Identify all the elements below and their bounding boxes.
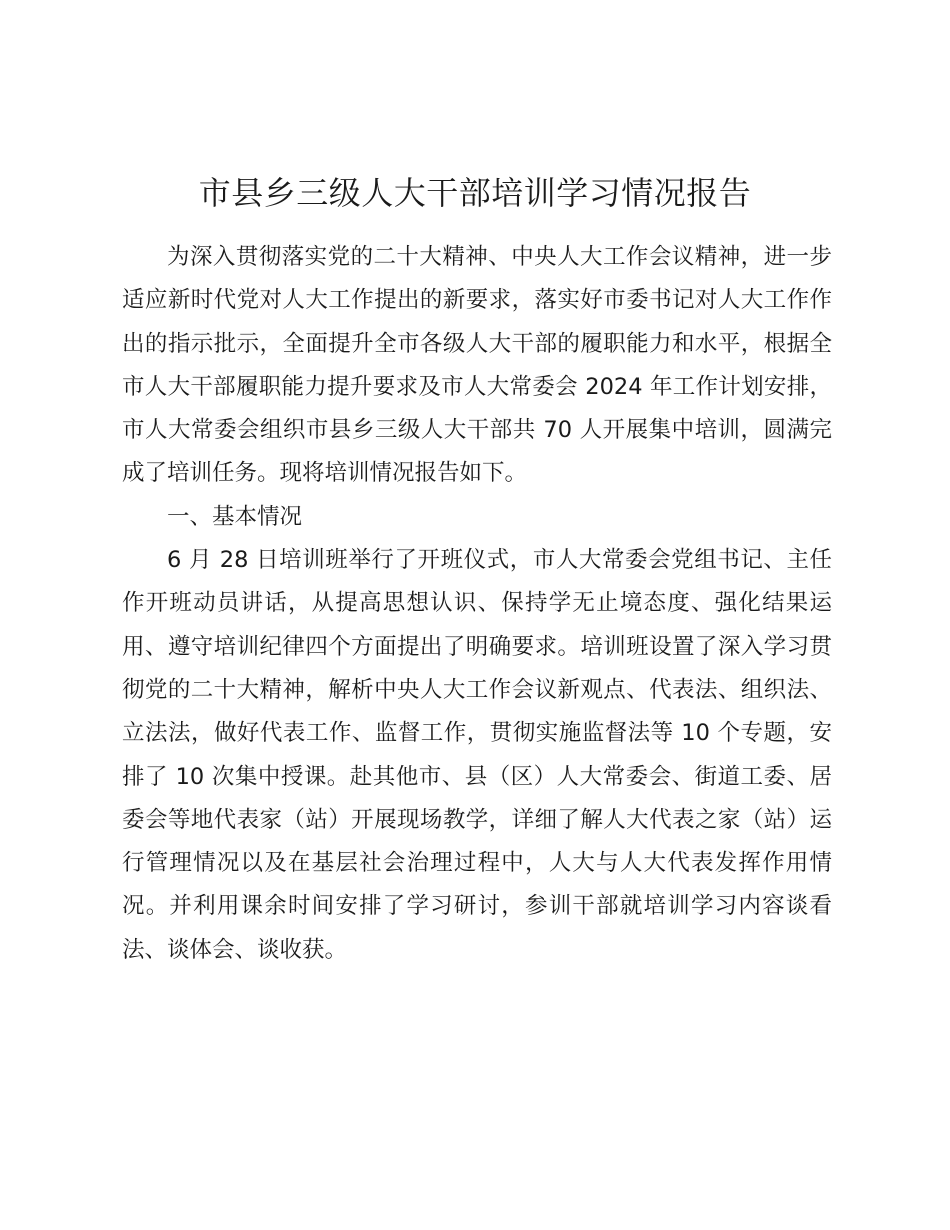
document-body <box>122 236 832 972</box>
document-title: 市县乡三级人大干部培训学习情况报告 <box>198 174 752 212</box>
intro-paragraph: 为深入贯彻落实党的二十大精神、中央人大工作会议精神，进一步适应新时代党对人大工作提出的新要求，落实好市委书记对人大工作作出的指示批示，全面提升全市各级人大干部的履职能力和水平，根据全市人大干部履职能力提升要求及市人大常委会 2024 年工作计划安排，市人大常委会组织市县乡三级人大干部共 70 人开展集中培训，圆满完成了培训任务。现将培训情况报告如下。 <box>122 244 832 487</box>
section-heading: 一、基本情况 <box>167 503 303 530</box>
section-paragraph: 6 月 28 日培训班举行了开班仪式，市人大常委会党组书记、主任作开班动员讲话，从提高思想认识、保持学无止境态度、强化结果运用、遵守培训纪律四个方面提出了明确要求。培训班设置了深入学习贯彻党的二十大精神，解析中央人大工作会议新观点、代表法、组织法、立法法，做好代表工作、监督工作，贯彻实施监督法等 10 个专题，安排了 10 次集中授课。赴其他市、县（区）人大常委会、街道工委、居委会等地代表家（站）开展现场教学，详细了解人大代表之家（站）运行管理情况以及在基层社会治理过程中，人大与人大代表发挥作用情况。并利用课余时间安排了学习研讨，参训干部就培训学习内容谈看法、谈体会、谈收获。 <box>122 547 832 963</box>
